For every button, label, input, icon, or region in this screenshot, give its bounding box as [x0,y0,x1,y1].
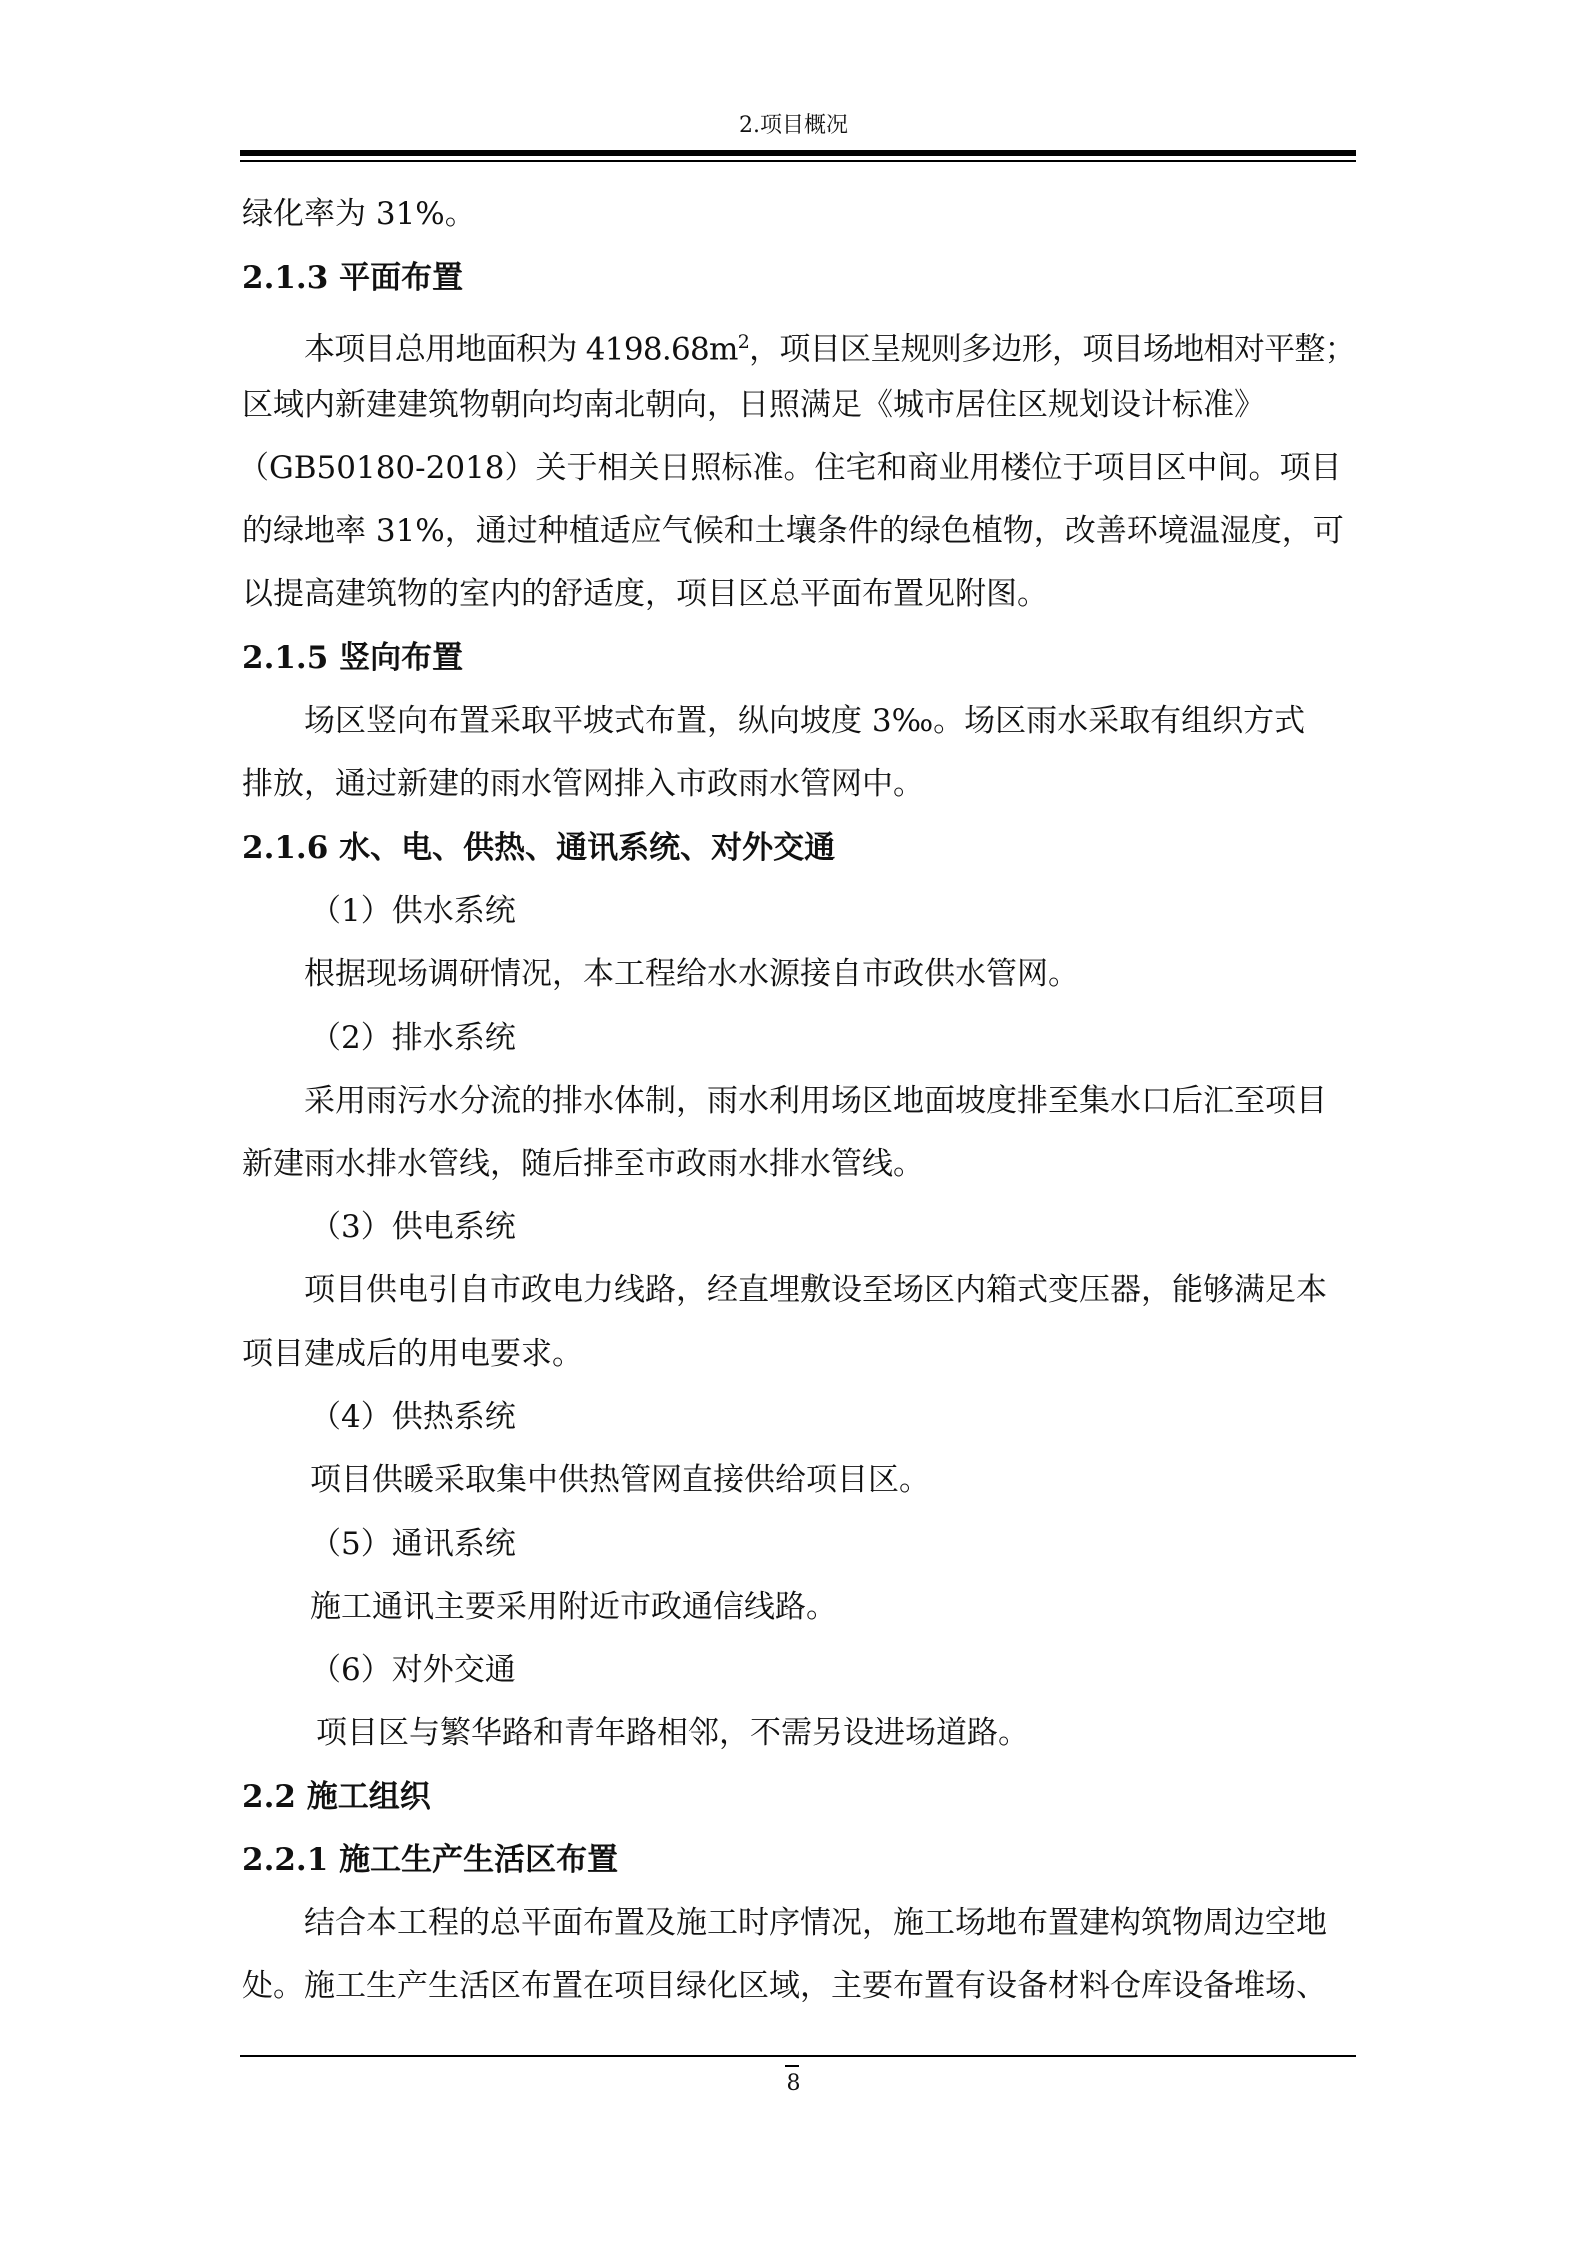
heading-text: 2.1.6 水、电、供热、通讯系统、对外交通 [242,830,836,866]
header-rule-thick [240,150,1356,156]
heading-text: 2.2.1 施工生产生活区布置 [242,1842,619,1878]
list-heading [0,1516,1587,1572]
list-heading [0,883,1587,939]
paragraph-text: 绿化率为 31%。 [242,196,476,232]
list-heading-text: （5）通讯系统 [310,1526,516,1562]
body-line [0,440,1587,496]
paragraph-text: 区域内新建建筑物朝向均南北朝向，日照满足《城市居住区规划设计标准》 [242,387,1265,423]
running-header: 2.项目概况 [739,113,848,138]
paragraph-text: 施工通讯主要采用附近市政通信线路。 [310,1589,837,1625]
section-heading-2-2-1 [0,1832,1587,1888]
body-line [0,377,1587,433]
body-line [0,756,1587,812]
list-heading-text: （1）供水系统 [310,893,516,929]
list-heading [0,1642,1587,1698]
body-line [0,1579,1587,1635]
body-line [0,503,1587,559]
list-heading-text: （4）供热系统 [310,1399,516,1435]
body-line [0,1895,1587,1951]
paragraph-text: 结合本工程的总平面布置及施工时序情况，施工场地布置建构筑物周边空地 [304,1905,1327,1941]
body-line [0,186,1587,242]
paragraph-text: 项目供暖采取集中供热管网直接供给项目区。 [310,1462,930,1498]
paragraph-text: （GB50180-2018）关于相关日照标准。住宅和商业用楼位于项目区中间。项目 [238,450,1342,486]
body-line [0,1073,1587,1129]
footer-rule [240,2055,1356,2057]
footer-dash [785,2065,799,2067]
body-line [0,1262,1587,1318]
list-heading-text: （6）对外交通 [310,1652,516,1688]
paragraph-text: 本项目总用地面积为 $4198.68m^2$，项目区呈规则多边形，项目场地相对平整； [304,331,1355,368]
list-heading [0,1199,1587,1255]
body-line [0,1452,1587,1508]
body-line [0,1705,1587,1761]
paragraph-text: 处。施工生产生活区布置在项目绿化区域，主要布置有设备材料仓库设备堆场、 [242,1968,1327,2004]
paragraph-text: 场区竖向布置采取平坡式布置，纵向坡度 3‰。场区雨水采取有组织方式 [304,703,1306,739]
body-line [0,1326,1587,1382]
body-line [0,946,1587,1002]
heading-text: 2.1.3 平面布置 [242,260,464,296]
list-heading [0,1389,1587,1445]
section-heading-2-2 [0,1769,1587,1825]
paragraph-text: 项目供电引自市政电力线路，经直埋敷设至场区内箱式变压器，能够满足本 [304,1272,1327,1308]
body-line [0,693,1587,749]
paragraph-text: 新建雨水排水管线，随后排至市政雨水排水管线。 [242,1146,924,1182]
heading-text: 2.2 施工组织 [242,1779,431,1815]
heading-text: 2.1.5 竖向布置 [242,640,464,676]
page-number: 8 [786,2071,801,2096]
paragraph-text: 采用雨污水分流的排水体制，雨水利用场区地面坡度排至集水口后汇至项目 [304,1083,1327,1119]
paragraph-text: 项目区与繁华路和青年路相邻，不需另设进场道路。 [316,1715,1029,1751]
paragraph-text: 排放，通过新建的雨水管网排入市政雨水管网中。 [242,766,924,802]
section-heading-2-1-6 [0,820,1587,876]
body-line [0,1958,1587,2014]
section-heading-2-1-5 [0,630,1587,686]
paragraph-text: 以提高建筑物的室内的舒适度，项目区总平面布置见附图。 [242,576,1048,612]
body-line [0,566,1587,622]
list-heading [0,1010,1587,1066]
list-heading-text: （2）排水系统 [310,1020,516,1056]
section-heading-2-1-3 [0,250,1587,306]
paragraph-text: 根据现场调研情况，本工程给水水源接自市政供水管网。 [304,956,1079,992]
header-rule-thin [240,160,1356,162]
body-line [0,1136,1587,1192]
list-heading-text: （3）供电系统 [310,1209,516,1245]
paragraph-text: 的绿地率 31%，通过种植适应气候和土壤条件的绿色植物，改善环境温湿度，可 [242,513,1344,549]
body-line [0,314,1587,370]
paragraph-text: 项目建成后的用电要求。 [242,1336,583,1372]
